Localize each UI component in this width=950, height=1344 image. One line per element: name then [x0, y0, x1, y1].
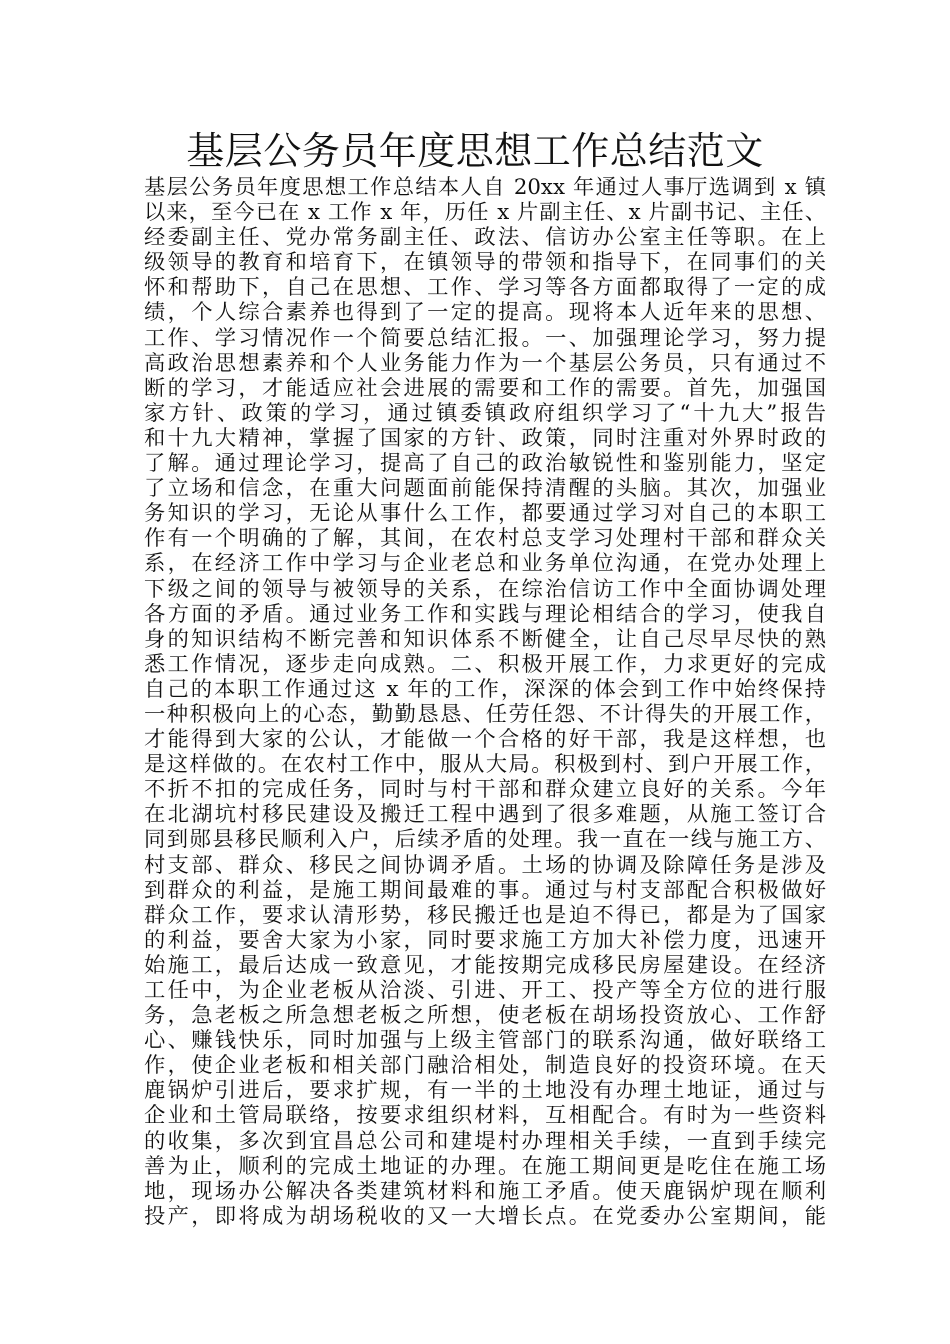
body-line: 经委副主任、党办常务副主任、政法、信访办公室主任等职。在上: [144, 225, 826, 251]
body-line: 悉工作情况，逐步走向成熟。二、积极开展工作，力求更好的完成: [144, 651, 826, 677]
body-line: 和十九大精神，掌握了国家的方针、政策，同时注重对外界时政的: [144, 425, 826, 451]
body-line: 是这样做的。在农村工作中，服从大局。积极到村、到户开展工作，: [144, 752, 826, 778]
body-line: 各方面的矛盾。通过业务工作和实践与理论相结合的学习，使我自: [144, 601, 826, 627]
document-title: 基层公务员年度思想工作总结范文: [186, 129, 764, 173]
body-line: 断的学习，才能适应社会进展的需要和工作的需要。首先，加强国: [144, 375, 826, 401]
body-line: 自己的本职工作通过这 x 年的工作，深深的体会到工作中始终保持: [144, 676, 826, 702]
body-line: 地，现场办公解决各类建筑材料和施工矛盾。使天鹿锅炉现在顺利: [144, 1178, 826, 1204]
body-line: 的收集，多次到宜昌总公司和建堤村办理相关手续，一直到手续完: [144, 1128, 826, 1154]
body-line: 始施工，最后达成一致意见，才能按期完成移民房屋建设。在经济: [144, 952, 826, 978]
body-line: 以来，至今已在 x 工作 x 年，历任 x 片副主任、x 片副书记、主任、: [144, 200, 826, 226]
body-line: 在北湖坑村移民建设及搬迁工程中遇到了很多难题，从施工签订合: [144, 802, 826, 828]
body-line: 怀和帮助下，自己在思想、工作、学习等各方面都取得了一定的成: [144, 275, 826, 301]
body-line: 下级之间的领导与被领导的关系，在综治信访工作中全面协调处理: [144, 576, 826, 602]
body-line: 工作、学习情况作一个简要总结汇报。一、加强理论学习，努力提: [144, 325, 826, 351]
body-line: 到群众的利益，是施工期间最难的事。通过与村支部配合积极做好: [144, 877, 826, 903]
body-line: 企业和土管局联络，按要求组织材料，互相配合。有时为一些资料: [144, 1103, 826, 1129]
body-line: 的利益，要舍大家为小家，同时要求施工方加大补偿力度，迅速开: [144, 927, 826, 953]
body-line: 家方针、政策的学习，通过镇委镇政府组织学习了“十九大”报告: [144, 400, 826, 426]
body-line: 身的知识结构不断完善和知识体系不断健全，让自己尽早尽快的熟: [144, 626, 826, 652]
body-line: 工任中，为企业老板从洽淡、引进、开工、投产等全方位的进行服: [144, 978, 826, 1003]
body-line: 善为止，顺利的完成土地证的办理。在施工期间更是吃住在施工场: [144, 1153, 826, 1179]
body-line: 务知识的学习，无论从事什么工作，都要通过学习对自己的本职工: [144, 501, 826, 527]
body-line: 绩，个人综合素养也得到了一定的提高。现将本人近年来的思想、: [144, 300, 826, 326]
body-line: 作有一个明确的了解，其间，在农村总支学习处理村干部和群众关: [144, 526, 826, 552]
body-line: 基层公务员年度思想工作总结本人自 20xx 年通过人事厅选调到 x 镇: [144, 175, 826, 200]
body-line: 一种积极向上的心态，勤勤恳恳、任劳任怨、不计得失的开展工作，: [144, 701, 826, 727]
body-line: 务，急老板之所急想老板之所想，使老板在胡场投资放心、工作舒: [144, 1003, 826, 1029]
body-line: 同到郧县移民顺利入户，后续矛盾的处理。我一直在一线与施工方、: [144, 827, 826, 853]
body-line: 鹿锅炉引进后，要求扩规，有一半的土地没有办理土地证，通过与: [144, 1078, 826, 1104]
body-line: 投产，即将成为胡场税收的又一大增长点。在党委办公室期间，能: [144, 1203, 826, 1229]
body-line: 村支部、群众、移民之间协调矛盾。土场的协调及除障任务是涉及: [144, 852, 826, 878]
body-line: 系，在经济工作中学习与企业老总和业务单位沟通，在党办处理上: [144, 551, 826, 577]
body-line: 群众工作，要求认清形势，移民搬迁也是迫不得已，都是为了国家: [144, 902, 826, 928]
body-line: 高政治思想素养和个人业务能力作为一个基层公务员，只有通过不: [144, 350, 826, 376]
document-body: [144, 175, 826, 1229]
body-line: 不折不扣的完成任务，同时与村干部和群众建立良好的关系。今年: [144, 777, 826, 803]
body-line: 了立场和信念，在重大问题面前能保持清醒的头脑。其次，加强业: [144, 476, 826, 502]
body-line: 级领导的教育和培育下，在镇领导的带领和指导下，在同事们的关: [144, 250, 826, 276]
body-line: 了解。通过理论学习，提高了自己的政治敏锐性和鉴别能力，坚定: [144, 451, 826, 477]
body-line: 作，使企业老板和相关部门融洽相处，制造良好的投资环境。在天: [144, 1053, 826, 1079]
body-line: 才能得到大家的公认，才能做一个合格的好干部，我是这样想，也: [144, 727, 826, 753]
body-line: 心、赚钱快乐，同时加强与上级主管部门的联系沟通，做好联络工: [144, 1028, 826, 1054]
